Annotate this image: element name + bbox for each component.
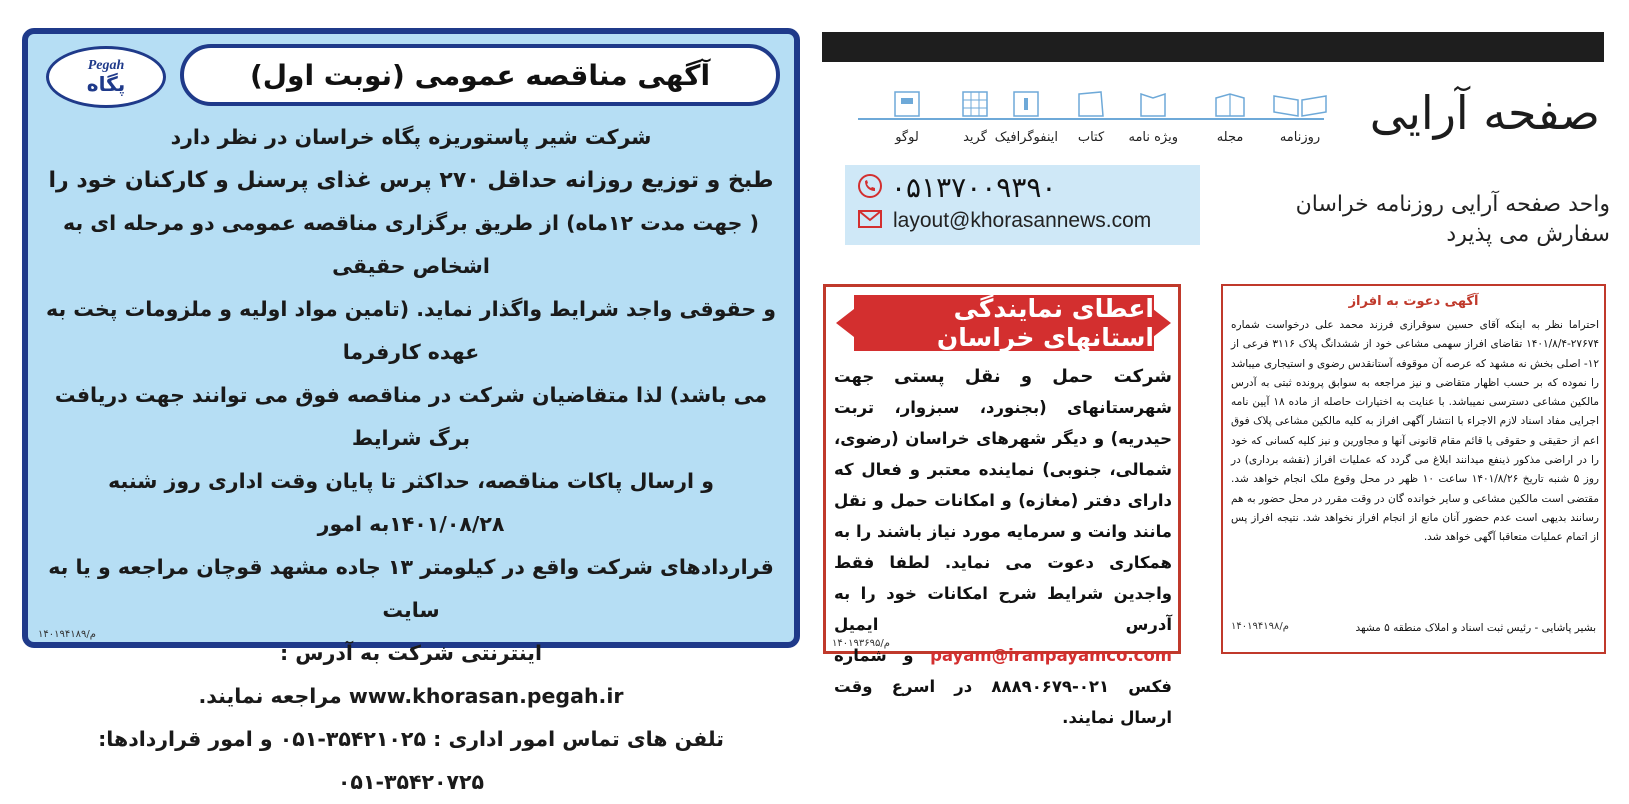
agency-lead: شرکت حمل و نقل پستی xyxy=(893,366,1172,387)
icon-label: گرید xyxy=(963,130,987,145)
notice-signature: بشیر پاشایی - رئیس ثبت اسناد و املاک منطقه ۵ مشهد xyxy=(1355,622,1596,634)
grid-icon xyxy=(960,88,990,118)
pegah-ad-title: آگهی مناقصه عمومی (نوبت اول) xyxy=(180,44,780,106)
contact-phone-row xyxy=(857,171,1056,204)
pegah-website-line xyxy=(42,675,780,718)
pegah-line-3: ( جهت مدت ۱۲ماه) از طریق برگزاری مناقصه عمومی دو مرحله ای به اشخاص حقیقی xyxy=(63,211,759,278)
pegah-logo-en: Pegah xyxy=(87,58,125,73)
special-issue-icon xyxy=(1138,88,1168,118)
layout-description-line-2: سفارش می پذیرد xyxy=(1446,222,1610,247)
icon-item-newspaper xyxy=(1272,88,1328,145)
pegah-logo-fa: پگاه xyxy=(86,72,126,96)
icon-item-book xyxy=(1076,88,1106,145)
pegah-website-suffix: مراجعه نمایند. xyxy=(198,684,342,708)
top-black-bar xyxy=(822,32,1604,62)
newspaper-icon xyxy=(1272,88,1328,118)
pegah-line-1: شرکت شیر پاستوریزه پگاه خراسان در نظر دارد xyxy=(170,125,652,149)
pegah-line-2: طبخ و توزیع روزانه حداقل ۲۷۰ پرس غذای پرسنل و کارکنان خود را xyxy=(48,168,774,193)
pegah-line-5: می باشد) لذا متقاضیان شرکت در مناقصه فوق می توانند جهت دریافت برگ شرایط xyxy=(54,383,768,450)
layout-email[interactable]: layout@khorasannews.com xyxy=(893,209,1152,232)
layout-contact-box xyxy=(845,165,1200,245)
agency-ad-code: ۱۴۰۱۹۳۶۹۵/م xyxy=(832,638,890,649)
pegah-line-8: اینترنتی شرکت به آدرس : xyxy=(279,641,543,665)
agency-ad-header xyxy=(836,295,1171,355)
pegah-line-6: و ارسال پاکات مناقصه، حداکثر تا پایان وقت اداری روز شنبه ۱۴۰۱/۰۸/۲۸به امور xyxy=(108,469,714,536)
icon-item-infographic xyxy=(995,88,1058,145)
agency-email[interactable]: payam@iranpayamco.com xyxy=(930,646,1172,665)
magazine-icon xyxy=(1212,88,1248,118)
icon-label: اینفوگرافیک xyxy=(994,130,1058,145)
phone-icon xyxy=(857,173,883,203)
layout-icons-row xyxy=(858,88,1328,160)
layout-service-title: صفحه آرایی xyxy=(1369,86,1600,140)
pegah-website-link[interactable]: www.khorasan.pegah.ir xyxy=(348,684,624,708)
icon-item-magazine xyxy=(1212,88,1248,145)
layout-phone[interactable]: ۰۵۱۳۷۰۰۹۳۹۰ xyxy=(891,171,1057,204)
logo-icon xyxy=(892,88,922,118)
notice-title: آگهی دعوت به افراز xyxy=(1348,294,1479,309)
notice-body: احتراما نظر به اینکه آقای حسین سوقرازی فرزند محمد علی درخواست شماره ۲۷۶۷۴-۱۴۰۱/۸/۴ تقاضای افراز سهمی مشاعی خود از ششدانگ پلاک ۳۱۱۶ فرعی از ۱۲- اصلی بخش نه مشهد که عرصه آن موقوفه آستانقدس رضوی و استیجاری میباشد را نموده که بر حسب اظهار متقاضی و نیز مراجعه به سوابق پرونده ثبتی به آدرس مالکین مشاعی دسترسی نمیباشد. با عنایت به اختیارات حاصله از ماده ۱۸ آیین نامه اجرایی مفاد اسناد لازم الاجراء با انتشار آگهی افراز به کلیه مالکین مشاعی پلاک فوق اعم از حقیقی و حقوقی یا قائم مقام قانونی آنها و مجاورین و نیز کلیه کسانی که خود را در اراضی مذکور ذینفع میدانند ابلاغ می گردد که عملیات افراز (نقشه برداری) در روز ۵ شنبه تاریخ ۱۴۰۱/۸/۲۶ ساعت ۱۰ ظهر در محل وقوع ملک انجام خواهد شد. مقتضی است مالکین مشاعی و سایر خوانده گان در وقت مقرر در محل حضور به هم رسانند بدیهی است عدم حضور آنان مانع از انجام افراز نخواهد شد. نتیجه افراز پس از اتمام عملیات متعاقبا آگهی خواهد شد. xyxy=(1231,319,1600,544)
icon-item-special-issue xyxy=(1128,88,1178,145)
pegah-ad-body xyxy=(42,116,780,804)
agency-ad-title: اعطای نمایندگی استانهای خراسان xyxy=(854,295,1154,351)
agency-ad-body xyxy=(834,361,1172,733)
pegah-line-4: و حقوقی واجد شرایط واگذار نماید. (تامین مواد اولیه و ملزومات پخت به عهده کارفرما xyxy=(46,297,776,364)
pegah-phone-line: تلفن های تماس امور اداری : ۳۵۴۲۱۰۲۵-۰۵۱ و امور قراردادها: ۳۵۴۲۰۷۲۵-۰۵۱ xyxy=(98,727,724,794)
contact-mail-row xyxy=(857,209,1151,233)
notice-code: ۱۴۰۱۹۴۱۹۸/م xyxy=(1231,621,1289,632)
pegah-tender-ad xyxy=(22,28,800,794)
pegah-ad-code: ۱۴۰۱۹۴۱۸۹/م xyxy=(38,629,96,640)
icon-label: روزنامه xyxy=(1279,130,1321,145)
icon-item-grid xyxy=(960,88,990,145)
icon-label: ویژه نامه xyxy=(1128,130,1178,145)
ribbon-right-icon xyxy=(1153,309,1171,337)
book-icon xyxy=(1076,88,1106,118)
agency-body-text: جهت شهرستانهای (بجنورد، سبزوار، تربت حیدریه) و دیگر شهرهای خراسان (رضوی، شمالی، جنوبی) نماینده معتبر و فعال که دارای دفتر (مغازه) و امکانات حمل و نقل مانند وانت و سرمایه مورد نیاز باشند را به همکاری دعوت می نماید. لطفا فقط واجدین شرایط شرح امکانات خود را به آدرس ایمیل xyxy=(834,367,1172,634)
pegah-header xyxy=(42,44,780,116)
icon-label: کتاب xyxy=(1077,130,1105,145)
agency-fax-line: ۰۲۱-۸۸۸۹۰۶۷۹ در اسرع وقت ارسال نمایند. xyxy=(834,677,1172,727)
layout-description xyxy=(1240,190,1610,250)
partition-notice-ad xyxy=(1221,284,1606,654)
icon-label: مجله xyxy=(1216,130,1244,145)
pegah-line-7: قراردادهای شرکت واقع در کیلومتر ۱۳ جاده مشهد قوچان مراجعه و یا به سایت xyxy=(48,555,774,622)
mail-icon xyxy=(857,209,883,233)
ribbon-left-icon xyxy=(836,309,854,337)
agency-email-suffix: و شماره فکس xyxy=(834,646,1172,696)
agency-ad xyxy=(823,284,1181,727)
icon-item-logo xyxy=(892,88,922,145)
infographic-icon xyxy=(1011,88,1041,118)
pegah-logo-icon xyxy=(46,46,166,108)
layout-description-line-1: واحد صفحه آرایی روزنامه خراسان xyxy=(1295,192,1610,217)
icon-label: لوگو xyxy=(895,130,919,145)
